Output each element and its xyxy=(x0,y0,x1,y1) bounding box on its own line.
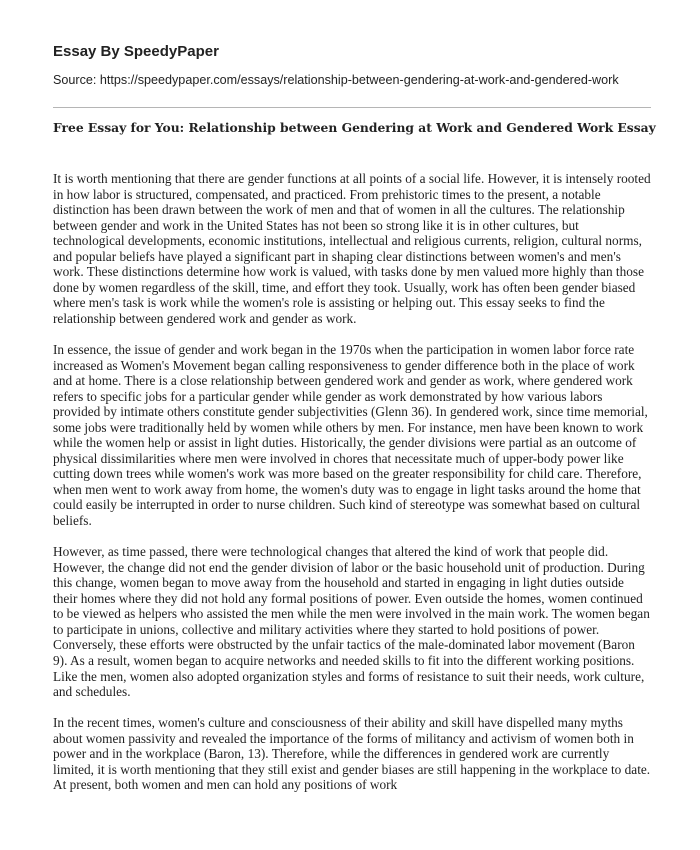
essay-paragraph: In essence, the issue of gender and work began in the 1970s when the participation in women labor force rate increased as Women's Movement began calling responsiveness to gender difference both in the place of work and at home. There is a close relationship between gendered work and gender as work, where gendered work refers to specific jobs for a particular gender while gender as work demonstrated by how various labors provided by intimate others constitute gender subjectivities (Glenn 36). In gendered work, since time memorial, some jobs were traditionally held by women while others by men. For instance, men have been known to work while the women help or assist in light duties. Historically, the gender divisions were partial as an outcome of physical dissimilarities where men were involved in chores that necessitate much of upper-body power like cutting down trees while women's work was more based on the greater responsibility for child care. Therefore, when men went to work away from home, the women's duty was to engage in light tasks around the home that could easily be interrupted in order to nurse children. Such kind of stereotype was somewhat based on cultural beliefs. xyxy=(53,342,648,529)
essay-title: Free Essay for You: Relationship between Gendering at Work and Gendered Work Essay xyxy=(53,120,656,135)
essay-paragraph: In the recent times, women's culture and consciousness of their ability and skill have dispelled many myths about women passivity and revealed the importance of the forms of militancy and activism of women both in power and in the workplace (Baron, 13). Therefore, while the differences in gendered work are currently limited, it is worth mentioning that they still exist and gender biases are still happening in the workplace to date. At present, both women and men can hold any positions of work xyxy=(53,715,651,793)
essay-paragraph: It is worth mentioning that there are gender functions at all points of a social life. However, it is intensely rooted in how labor is structured, compensated, and practiced. From prehistoric times to the present, a notable distinction has been drawn between the work of men and that of women in all the cultures. The relationship between gender and work in the United States has not been so strong like it is in other cultures, but technological developments, economic institutions, intellectual and religious currents, religion, cultural norms, and popular beliefs have played a significant part in shaping clear distinctions between women's and men's work. These distinctions determine how work is valued, with tasks done by men valued more highly than those done by women regardless of the skill, time, and effort they took. Usually, work has often been gender biased where men's task is work while the women's role is assisting or helping out. This essay seeks to find the relationship between gendered work and gender as work. xyxy=(53,171,651,326)
brand-title: Essay By SpeedyPaper xyxy=(53,43,219,60)
header-divider xyxy=(53,107,651,108)
essay-body xyxy=(53,171,651,808)
source-url: Source: https://speedypaper.com/essays/relationship-between-gendering-at-work-and-gendered-work xyxy=(53,73,619,87)
essay-paragraph: However, as time passed, there were technological changes that altered the kind of work that people did. However, the change did not end the gender division of labor or the basic household unit of production. During this change, women began to move away from the household and started in engaging in light duties outside their homes where they did not hold any formal positions of power. Even outside the homes, women continued to be viewed as helpers who assisted the men while the men were involved in the main work. The women began to participate in unions, collective and military activities where they started to hold positions of power. Conversely, these efforts were obstructed by the unfair tactics of the male-dominated labor movement (Baron 9). As a result, women began to acquire networks and needed skills to fit into the different working positions. Like the men, women also adopted organization styles and forms of resistance to suit their needs, work culture, and schedules. xyxy=(53,544,650,700)
